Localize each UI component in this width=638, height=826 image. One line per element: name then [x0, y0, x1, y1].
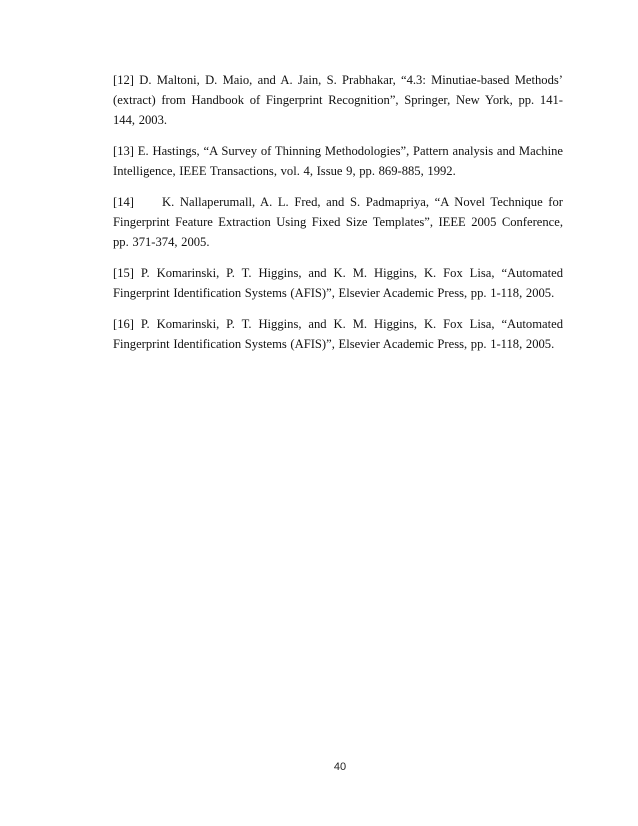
reference-13: [13] E. Hastings, “A Survey of Thinning Methodologies”, Pattern analysis and Machine Intelligence, IEEE Transactions, vol. 4, Issue 9, pp. 869-885, 1992. [113, 144, 563, 178]
reference-15: [15] P. Komarinski, P. T. Higgins, and K. M. Higgins, K. Fox Lisa, “Automated Fingerprint Identification Systems (AFIS)”, Elsevier Academic Press, pp. 1-118, 2005. [113, 266, 563, 300]
reference-16: [16] P. Komarinski, P. T. Higgins, and K. M. Higgins, K. Fox Lisa, “Automated Fingerprint Identification Systems (AFIS)”, Elsevier Academic Press, pp. 1-118, 2005. [113, 317, 563, 351]
reference-14: [14] K. Nallaperumall, A. L. Fred, and S. Padmapriya, “A Novel Technique for Fingerprint Feature Extraction Using Fixed Size Templates”, IEEE 2005 Conference, pp. 371-374, 2005. [113, 195, 567, 249]
reference-12: [12] D. Maltoni, D. Maio, and A. Jain, S. Prabhakar, “4.3: Minutiae-based Methods’ (extract) from Handbook of Fingerprint Recognition”, Springer, New York, pp. 141-144, 2003. [113, 73, 563, 127]
reference-list [113, 70, 567, 354]
page-number: 40 [333, 761, 347, 773]
